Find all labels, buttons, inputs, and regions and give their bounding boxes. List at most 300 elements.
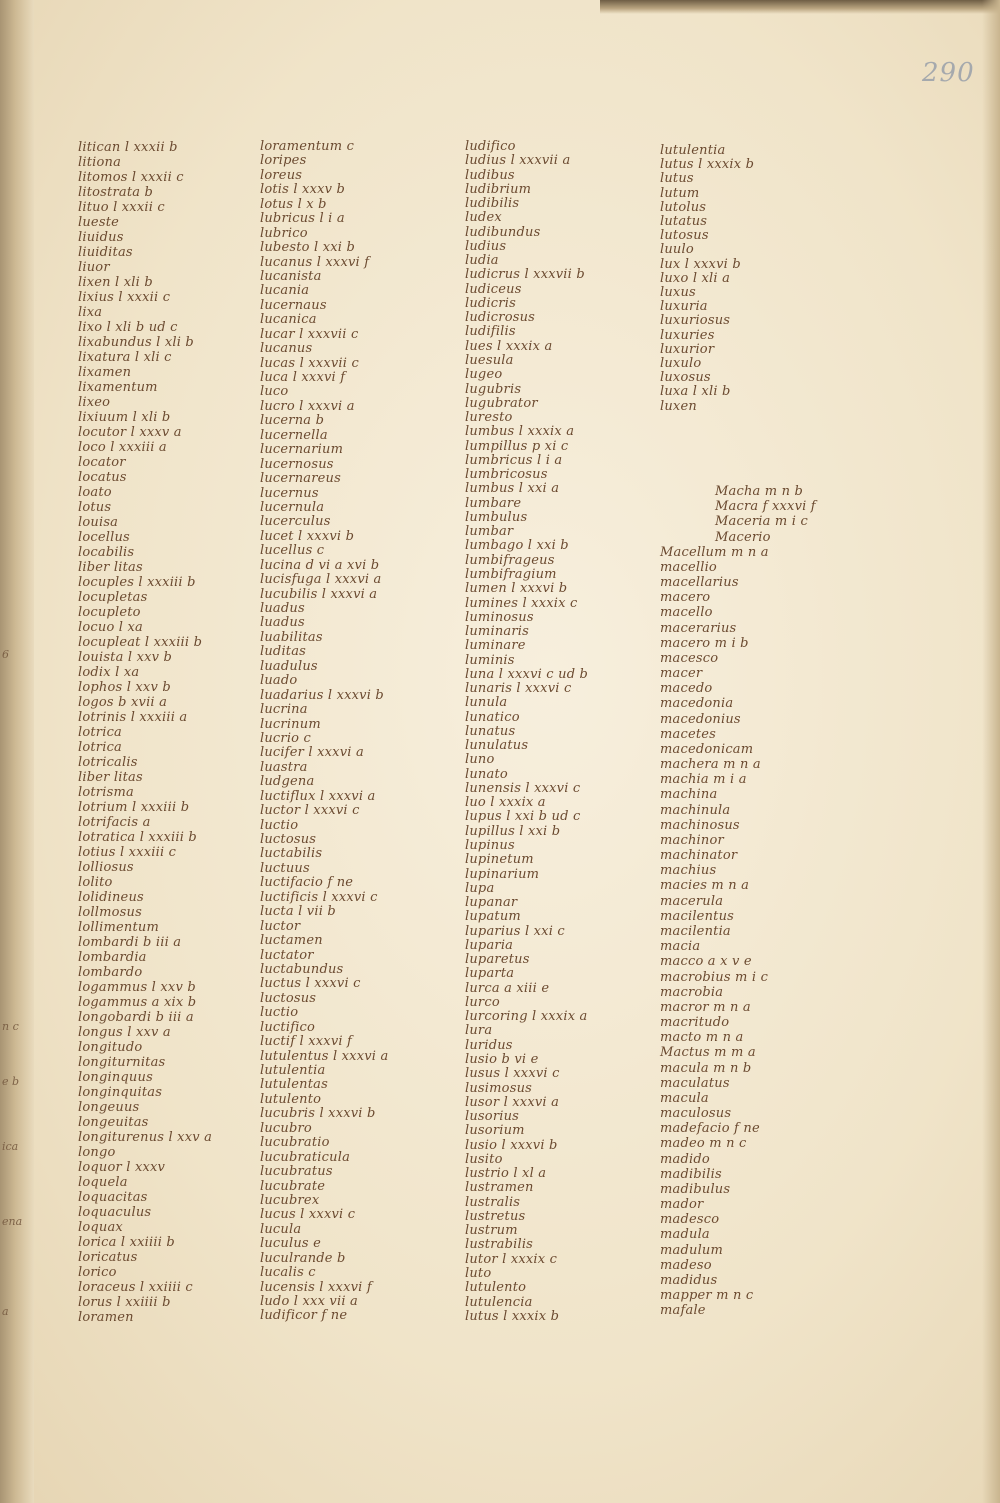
glossary-entry: lucas l xxxvii c bbox=[260, 355, 359, 371]
glossary-entry: lutus l xxxix b bbox=[660, 157, 755, 173]
glossary-entry: lustrabilis bbox=[465, 1237, 534, 1253]
glossary-entry: lucanista bbox=[260, 268, 322, 284]
glossary-entry: lupinus bbox=[465, 838, 515, 854]
glossary-entry: luditas bbox=[260, 644, 307, 660]
glossary-entry: luctifacio f ne bbox=[260, 875, 354, 891]
glossary-entry: lituo l xxxii c bbox=[78, 200, 165, 215]
glossary-entry: luxus bbox=[660, 285, 696, 301]
glossary-entry: lotratica l xxxiii b bbox=[78, 830, 197, 845]
glossary-entry: machinula bbox=[660, 802, 731, 818]
glossary-entry: locupleat l xxxiii b bbox=[78, 635, 203, 650]
glossary-entry: luxa l xli b bbox=[660, 384, 731, 400]
glossary-entry: locabilis bbox=[78, 545, 135, 560]
glossary-entry: luparia bbox=[465, 937, 514, 953]
glossary-entry: madibulus bbox=[660, 1181, 731, 1197]
glossary-entry: loquela bbox=[78, 1175, 128, 1190]
glossary-entry: maculatus bbox=[660, 1075, 730, 1091]
glossary-entry: luxen bbox=[660, 398, 697, 414]
glossary-entry: ludia bbox=[465, 253, 499, 269]
glossary-entry: lusito bbox=[465, 1151, 503, 1167]
glossary-entry: loricatus bbox=[78, 1250, 138, 1265]
glossary-entry: ludicrosus bbox=[465, 310, 536, 326]
binding-gutter bbox=[0, 0, 34, 1503]
glossary-entry: lubesto l xxi b bbox=[260, 240, 355, 256]
glossary-entry: luxuriosus bbox=[660, 313, 731, 329]
glossary-entry: lutulento bbox=[260, 1091, 322, 1107]
glossary-entry: lutulentia bbox=[260, 1063, 326, 1078]
glossary-entry: logos b xvii a bbox=[78, 695, 168, 710]
glossary-entry: lumbifrageus bbox=[465, 552, 555, 568]
glossary-entry: litostrata b bbox=[78, 185, 154, 200]
glossary-entry: lucensis l xxxvi f bbox=[260, 1279, 372, 1295]
margin-note: n c bbox=[2, 1020, 19, 1033]
glossary-entry: Mactus m m a bbox=[660, 1045, 756, 1061]
entry-column-1 bbox=[78, 140, 212, 1325]
glossary-entry: loripes bbox=[260, 153, 307, 169]
glossary-entry: lumbus l xxi a bbox=[465, 481, 560, 497]
glossary-entry: lupanar bbox=[465, 895, 518, 911]
glossary-entry: Macerio bbox=[715, 529, 771, 545]
glossary-entry: lucar l xxxvii c bbox=[260, 326, 359, 342]
glossary-entry: lucernarium bbox=[260, 442, 344, 458]
glossary-entry: lusorius bbox=[465, 1109, 520, 1125]
glossary-entry: lupinetum bbox=[465, 852, 534, 868]
glossary-entry: lumines l xxxix c bbox=[465, 595, 578, 611]
glossary-entry: lucania bbox=[260, 283, 310, 299]
glossary-entry: longeuitas bbox=[78, 1115, 149, 1130]
glossary-entry: ludo l xxx vii a bbox=[260, 1294, 358, 1309]
glossary-entry: luctio bbox=[260, 817, 299, 833]
glossary-entry: lotrica bbox=[78, 725, 123, 740]
glossary-entry: lupillus l xxi b bbox=[465, 823, 561, 839]
glossary-entry: luctabundus bbox=[260, 961, 344, 977]
glossary-entry: liber litas bbox=[78, 770, 143, 785]
glossary-entry: madula bbox=[660, 1227, 710, 1243]
glossary-entry: luna l xxxvi c ud b bbox=[465, 666, 589, 682]
glossary-entry: luctosus bbox=[260, 990, 317, 1006]
glossary-entry: luxosus bbox=[660, 370, 711, 386]
glossary-entry: macia bbox=[660, 939, 701, 955]
glossary-entry: lotrium l xxxiii b bbox=[78, 800, 190, 815]
entry-column-2 bbox=[260, 140, 388, 1324]
glossary-entry: madido bbox=[660, 1151, 710, 1167]
glossary-entry: luculus e bbox=[260, 1236, 322, 1252]
glossary-entry: longiturnitas bbox=[78, 1055, 166, 1070]
glossary-entry: luctus l xxxvi c bbox=[260, 976, 361, 992]
glossary-entry: macellio bbox=[660, 559, 717, 575]
glossary-entry: lusus l xxxvi c bbox=[465, 1066, 560, 1082]
glossary-entry: luctor bbox=[260, 918, 301, 934]
glossary-entry: lupatum bbox=[465, 909, 521, 925]
glossary-entry: machera m n a bbox=[660, 757, 761, 773]
glossary-entry: madefacio f ne bbox=[660, 1121, 760, 1137]
glossary-entry: lombardi b iii a bbox=[78, 935, 182, 950]
glossary-entry: luxuria bbox=[660, 299, 708, 315]
glossary-entry: mafale bbox=[660, 1303, 706, 1319]
glossary-entry: lustralis bbox=[465, 1194, 521, 1210]
glossary-entry: macedonicam bbox=[660, 741, 754, 757]
glossary-entry: macero bbox=[660, 590, 711, 606]
glossary-entry: macedonia bbox=[660, 696, 734, 712]
glossary-entry: longo bbox=[78, 1145, 116, 1160]
glossary-entry: luxo l xli a bbox=[660, 270, 731, 286]
glossary-entry: ludibundus bbox=[465, 224, 541, 240]
glossary-entry: mapper m n c bbox=[660, 1288, 754, 1304]
glossary-entry: luminaris bbox=[465, 624, 529, 640]
glossary-entry: lutulentia bbox=[660, 143, 726, 158]
glossary-entry: luparetus bbox=[465, 952, 530, 968]
glossary-entry: longobardi b iii a bbox=[78, 1010, 194, 1025]
glossary-entry: lucernula bbox=[260, 499, 325, 515]
glossary-entry: luctator bbox=[260, 947, 314, 963]
glossary-entry: lutus bbox=[660, 171, 694, 187]
glossary-entry: logammus l xxv b bbox=[78, 980, 196, 995]
glossary-entry: lumbifragium bbox=[465, 566, 557, 582]
glossary-entry: lixabundus l xli b bbox=[78, 335, 194, 350]
glossary-entry: luadus bbox=[260, 601, 305, 616]
glossary-entry: liuiditas bbox=[78, 245, 133, 260]
glossary-entry: machinor bbox=[660, 832, 724, 848]
glossary-entry: locupletas bbox=[78, 590, 148, 605]
glossary-entry: lucet l xxxvi b bbox=[260, 528, 355, 544]
glossary-entry: locupleto bbox=[78, 605, 141, 620]
glossary-entry: lucerna b bbox=[260, 413, 325, 429]
glossary-entry: luesula bbox=[465, 352, 514, 368]
glossary-entry: luca l xxxvi f bbox=[260, 370, 346, 385]
glossary-entry: luparius l xxi c bbox=[465, 923, 565, 939]
glossary-entry: lupinarium bbox=[465, 866, 540, 882]
glossary-entry: loquor l xxxv bbox=[78, 1160, 166, 1175]
glossary-entry: lumpillus p xi c bbox=[465, 438, 569, 454]
glossary-entry: lucubraticula bbox=[260, 1149, 351, 1165]
glossary-entry: macerula bbox=[660, 893, 724, 909]
glossary-entry: lupus l xxi b ud c bbox=[465, 809, 581, 825]
glossary-entry: maculosus bbox=[660, 1106, 732, 1122]
glossary-entry: macedonius bbox=[660, 711, 741, 727]
margin-note: ica bbox=[2, 1140, 19, 1153]
page-right-edge bbox=[982, 0, 1000, 1503]
glossary-entry: luctif l xxxvi f bbox=[260, 1034, 353, 1050]
glossary-entry: macilentus bbox=[660, 908, 735, 924]
glossary-entry: luminosus bbox=[465, 609, 534, 625]
glossary-entry: macies m n a bbox=[660, 878, 750, 894]
glossary-entry: lotis l xxxv b bbox=[260, 182, 346, 198]
glossary-entry: lucernosus bbox=[260, 456, 334, 472]
glossary-entry: lotius l xxxiii c bbox=[78, 845, 177, 860]
glossary-entry: longiturenus l xxv a bbox=[78, 1130, 213, 1145]
glossary-entry: loraceus l xxiiii c bbox=[78, 1280, 193, 1295]
glossary-entry: macedo bbox=[660, 681, 713, 697]
glossary-entry: lucalis c bbox=[260, 1265, 316, 1281]
glossary-entry: lucellus c bbox=[260, 543, 325, 559]
glossary-entry: luxurior bbox=[660, 341, 715, 357]
glossary-entry: macco a x v e bbox=[660, 954, 752, 970]
glossary-entry: lotus bbox=[78, 500, 112, 515]
glossary-entry: ludificor f ne bbox=[260, 1308, 348, 1324]
glossary-entry: lutosus bbox=[660, 228, 709, 244]
glossary-entry: lunula bbox=[465, 695, 508, 711]
glossary-entry: ludibilis bbox=[465, 196, 520, 212]
glossary-entry: loquacitas bbox=[78, 1190, 148, 1205]
glossary-entry: longinquus bbox=[78, 1070, 153, 1085]
glossary-entry: lixius l xxxii c bbox=[78, 290, 171, 305]
glossary-entry: macilentia bbox=[660, 923, 731, 939]
glossary-entry: lucus l xxxvi c bbox=[260, 1207, 356, 1223]
glossary-entry: machius bbox=[660, 863, 717, 879]
glossary-entry: locator bbox=[78, 455, 126, 470]
glossary-entry: lolidineus bbox=[78, 890, 144, 905]
glossary-entry: ludifilis bbox=[465, 324, 516, 340]
glossary-entry: lurco bbox=[465, 994, 500, 1010]
glossary-entry: lotrisma bbox=[78, 785, 134, 800]
glossary-entry: lucro l xxxvi a bbox=[260, 398, 355, 414]
glossary-entry: lunatus bbox=[465, 723, 516, 739]
glossary-entry: lubricus l i a bbox=[260, 211, 345, 227]
glossary-entry: Macellum m n a bbox=[660, 544, 769, 560]
glossary-entry: luctifico bbox=[260, 1019, 316, 1035]
glossary-entry: longitudo bbox=[78, 1040, 143, 1055]
glossary-entry: locatus bbox=[78, 470, 127, 485]
glossary-entry: ludibus bbox=[465, 167, 515, 183]
glossary-entry: lustramen bbox=[465, 1180, 534, 1196]
glossary-entry: lumen l xxxvi b bbox=[465, 581, 568, 597]
glossary-entry: lombardia bbox=[78, 950, 147, 965]
glossary-entry: loramen bbox=[78, 1310, 134, 1325]
glossary-entry: liuidus bbox=[78, 230, 124, 245]
glossary-entry: lusor l xxxvi a bbox=[465, 1094, 560, 1110]
glossary-entry: Macha m n b bbox=[715, 484, 804, 499]
glossary-entry: luctificis l xxxvi c bbox=[260, 889, 378, 905]
glossary-entry: luco bbox=[260, 384, 289, 400]
glossary-entry: ludifico bbox=[465, 139, 516, 154]
glossary-entry: lurcoring l xxxix a bbox=[465, 1009, 588, 1025]
glossary-entry: lucubilis l xxxvi a bbox=[260, 586, 378, 602]
glossary-entry: lumbulus bbox=[465, 509, 528, 525]
glossary-entry: lucula bbox=[260, 1221, 302, 1237]
glossary-entry: lixen l xli b bbox=[78, 275, 153, 290]
glossary-entry: lucubro bbox=[260, 1120, 312, 1136]
glossary-entry: luridus bbox=[465, 1037, 513, 1053]
glossary-entry: machinosus bbox=[660, 817, 740, 833]
glossary-entry: mador bbox=[660, 1197, 704, 1213]
glossary-entry: lustrio l xl a bbox=[465, 1166, 547, 1182]
glossary-entry: lucubris l xxxvi b bbox=[260, 1106, 376, 1122]
glossary-entry: lunato bbox=[465, 766, 508, 782]
glossary-entry: ludibrium bbox=[465, 181, 532, 197]
glossary-entry: loato bbox=[78, 485, 112, 500]
glossary-entry: loreus bbox=[260, 167, 303, 183]
glossary-entry: longinquitas bbox=[78, 1085, 163, 1100]
glossary-entry: luctabilis bbox=[260, 846, 323, 862]
glossary-entry: lorus l xxiiii b bbox=[78, 1295, 171, 1310]
glossary-entry: lucubrate bbox=[260, 1178, 326, 1194]
glossary-entry: lucubratus bbox=[260, 1164, 333, 1180]
glossary-entry: lugubris bbox=[465, 381, 522, 397]
glossary-entry: luastra bbox=[260, 759, 308, 775]
glossary-entry: luxulo bbox=[660, 356, 702, 372]
glossary-entry: lucanus l xxxvi f bbox=[260, 254, 370, 270]
glossary-entry: lolito bbox=[78, 875, 113, 890]
glossary-entry: lollmosus bbox=[78, 905, 142, 920]
glossary-entry: lumbus l xxxix a bbox=[465, 424, 575, 440]
glossary-entry: lusorium bbox=[465, 1123, 525, 1139]
glossary-entry: lophos l xxv b bbox=[78, 680, 171, 695]
glossary-entry: lotrinis l xxxiii a bbox=[78, 710, 188, 725]
glossary-entry: loquax bbox=[78, 1220, 123, 1235]
glossary-entry: luadus bbox=[260, 615, 305, 631]
glossary-entry: madeso bbox=[660, 1257, 712, 1273]
glossary-entry: lotus l x b bbox=[260, 196, 327, 212]
page-top-edge bbox=[600, 0, 1000, 14]
glossary-entry: luto bbox=[465, 1265, 492, 1281]
glossary-entry: macerarius bbox=[660, 620, 737, 636]
glossary-entry: luxuries bbox=[660, 327, 715, 343]
glossary-entry: madulum bbox=[660, 1242, 724, 1258]
glossary-entry: lucubrex bbox=[260, 1192, 320, 1208]
glossary-entry: machia m i a bbox=[660, 772, 747, 788]
glossary-entry: lunaris l xxxvi c bbox=[465, 681, 572, 697]
glossary-entry: lucisfuga l xxxvi a bbox=[260, 572, 382, 588]
glossary-entry: macto m n a bbox=[660, 1030, 744, 1046]
glossary-entry: lurca a xiii e bbox=[465, 980, 550, 996]
glossary-entry: luctosus bbox=[260, 832, 317, 847]
glossary-entry: lucanica bbox=[260, 312, 317, 328]
glossary-entry: locellus bbox=[78, 530, 130, 545]
glossary-entry: lutus l xxxix b bbox=[465, 1308, 560, 1324]
glossary-entry: lixeo bbox=[78, 395, 111, 410]
glossary-entry: lutulencia bbox=[465, 1294, 533, 1310]
glossary-entry: logammus a xix b bbox=[78, 995, 197, 1010]
glossary-entry: loramentum c bbox=[260, 139, 355, 154]
glossary-entry: lixiuum l xli b bbox=[78, 410, 171, 425]
glossary-entry: machinator bbox=[660, 848, 738, 864]
glossary-entry: lodix l xa bbox=[78, 665, 140, 680]
glossary-entry: lucina d vi a xvi b bbox=[260, 557, 380, 573]
glossary-entry: ludgena bbox=[260, 774, 315, 790]
glossary-entry: litiona bbox=[78, 155, 122, 170]
glossary-entry: luctiflux l xxxvi a bbox=[260, 788, 376, 804]
glossary-entry: lixatura l xli c bbox=[78, 350, 172, 365]
glossary-entry: luresto bbox=[465, 410, 513, 426]
glossary-entry: luadarius l xxxvi b bbox=[260, 687, 384, 703]
glossary-entry: ludiceus bbox=[465, 281, 522, 297]
glossary-entry: macritudo bbox=[660, 1015, 730, 1031]
glossary-entry: lupa bbox=[465, 880, 495, 896]
glossary-entry: lucubratio bbox=[260, 1135, 330, 1151]
glossary-entry: lixo l xli b ud c bbox=[78, 320, 178, 335]
glossary-entry: machina bbox=[660, 787, 718, 803]
glossary-entry: lucifer l xxxvi a bbox=[260, 745, 364, 761]
glossary-entry: lumbricus l i a bbox=[465, 452, 563, 468]
glossary-entry: macetes bbox=[660, 726, 717, 742]
glossary-entry: luctamen bbox=[260, 933, 323, 949]
entry-column-4-top bbox=[660, 144, 754, 414]
glossary-entry: lorica l xxiiii b bbox=[78, 1235, 175, 1250]
glossary-entry: longeuus bbox=[78, 1100, 140, 1115]
glossary-entry: lugeo bbox=[465, 367, 503, 383]
glossary-entry: louista l xxv b bbox=[78, 650, 173, 665]
entry-column-3 bbox=[465, 140, 588, 1324]
glossary-entry: lucanus bbox=[260, 341, 313, 357]
glossary-entry: ludex bbox=[465, 210, 502, 226]
glossary-entry: luadulus bbox=[260, 658, 318, 674]
glossary-entry: madidus bbox=[660, 1272, 718, 1288]
glossary-entry: luo l xxxix a bbox=[465, 795, 546, 811]
margin-note: e b bbox=[2, 1075, 20, 1088]
glossary-entry: locuo l xa bbox=[78, 620, 143, 635]
margin-note: a bbox=[2, 1305, 9, 1318]
glossary-entry: lura bbox=[465, 1023, 493, 1039]
glossary-entry: lux l xxxvi b bbox=[660, 256, 741, 272]
glossary-entry: lucta l vii b bbox=[260, 904, 336, 920]
glossary-entry: liuor bbox=[78, 260, 110, 275]
glossary-entry: lustretus bbox=[465, 1208, 526, 1224]
glossary-entry: lusio b vi e bbox=[465, 1052, 539, 1067]
glossary-entry: lucernella bbox=[260, 427, 328, 443]
glossary-entry: madeo m n c bbox=[660, 1136, 747, 1152]
glossary-entry: luculrande b bbox=[260, 1250, 346, 1266]
glossary-entry: luctuus bbox=[260, 860, 310, 876]
glossary-entry: liber litas bbox=[78, 560, 143, 575]
glossary-entry: lueste bbox=[78, 215, 120, 230]
glossary-entry: lotrifacis a bbox=[78, 815, 151, 830]
glossary-entry: loco l xxxiii a bbox=[78, 440, 167, 455]
glossary-entry: luado bbox=[260, 673, 298, 689]
glossary-entry: litican l xxxii b bbox=[78, 140, 178, 155]
glossary-entry: lombardo bbox=[78, 965, 143, 980]
glossary-entry: lusio l xxxvi b bbox=[465, 1137, 558, 1153]
glossary-entry: luminare bbox=[465, 638, 526, 654]
glossary-entry: macer bbox=[660, 666, 703, 682]
glossary-entry: ludius bbox=[465, 238, 507, 254]
glossary-entry: madibilis bbox=[660, 1166, 722, 1182]
glossary-entry: lutulentas bbox=[260, 1077, 328, 1093]
glossary-entry: lutatus bbox=[660, 214, 708, 230]
glossary-entry: lumbar bbox=[465, 524, 514, 540]
glossary-entry: lucrina bbox=[260, 702, 308, 718]
glossary-entry: lutolus bbox=[660, 199, 707, 215]
glossary-entry: lucrio c bbox=[260, 730, 312, 746]
glossary-entry: lotricalis bbox=[78, 755, 138, 770]
glossary-entry: luctor l xxxvi c bbox=[260, 803, 360, 819]
glossary-entry: lumbare bbox=[465, 495, 522, 511]
glossary-entry: macrobia bbox=[660, 984, 724, 1000]
glossary-entry: litomos l xxxii c bbox=[78, 170, 184, 185]
glossary-entry: luabilitas bbox=[260, 629, 323, 645]
glossary-entry: macula bbox=[660, 1090, 709, 1106]
entry-column-4-bottom bbox=[660, 484, 816, 1318]
glossary-entry: lunensis l xxxvi c bbox=[465, 780, 581, 796]
glossary-entry: macrobius m i c bbox=[660, 969, 769, 985]
glossary-entry: lugubrator bbox=[465, 395, 538, 411]
glossary-entry: longus l xxv a bbox=[78, 1025, 171, 1040]
glossary-entry: louisa bbox=[78, 515, 119, 530]
glossary-entry: lucrinum bbox=[260, 716, 321, 732]
glossary-entry: lixa bbox=[78, 305, 103, 320]
glossary-entry: macellarius bbox=[660, 575, 739, 591]
glossary-entry: lotrica bbox=[78, 740, 123, 755]
glossary-entry: Macra f xxxvi f bbox=[715, 499, 816, 515]
glossary-entry: lutum bbox=[660, 185, 700, 201]
glossary-entry: ludicris bbox=[465, 295, 516, 311]
margin-note: 6 bbox=[2, 648, 9, 661]
glossary-entry: lues l xxxix a bbox=[465, 338, 553, 354]
glossary-entry: lixamen bbox=[78, 365, 132, 380]
glossary-entry: lutulento bbox=[465, 1280, 527, 1296]
folio-number: 290 bbox=[922, 58, 975, 88]
glossary-entry: lolliosus bbox=[78, 860, 134, 875]
glossary-entry: lutulentus l xxxvi a bbox=[260, 1048, 389, 1064]
